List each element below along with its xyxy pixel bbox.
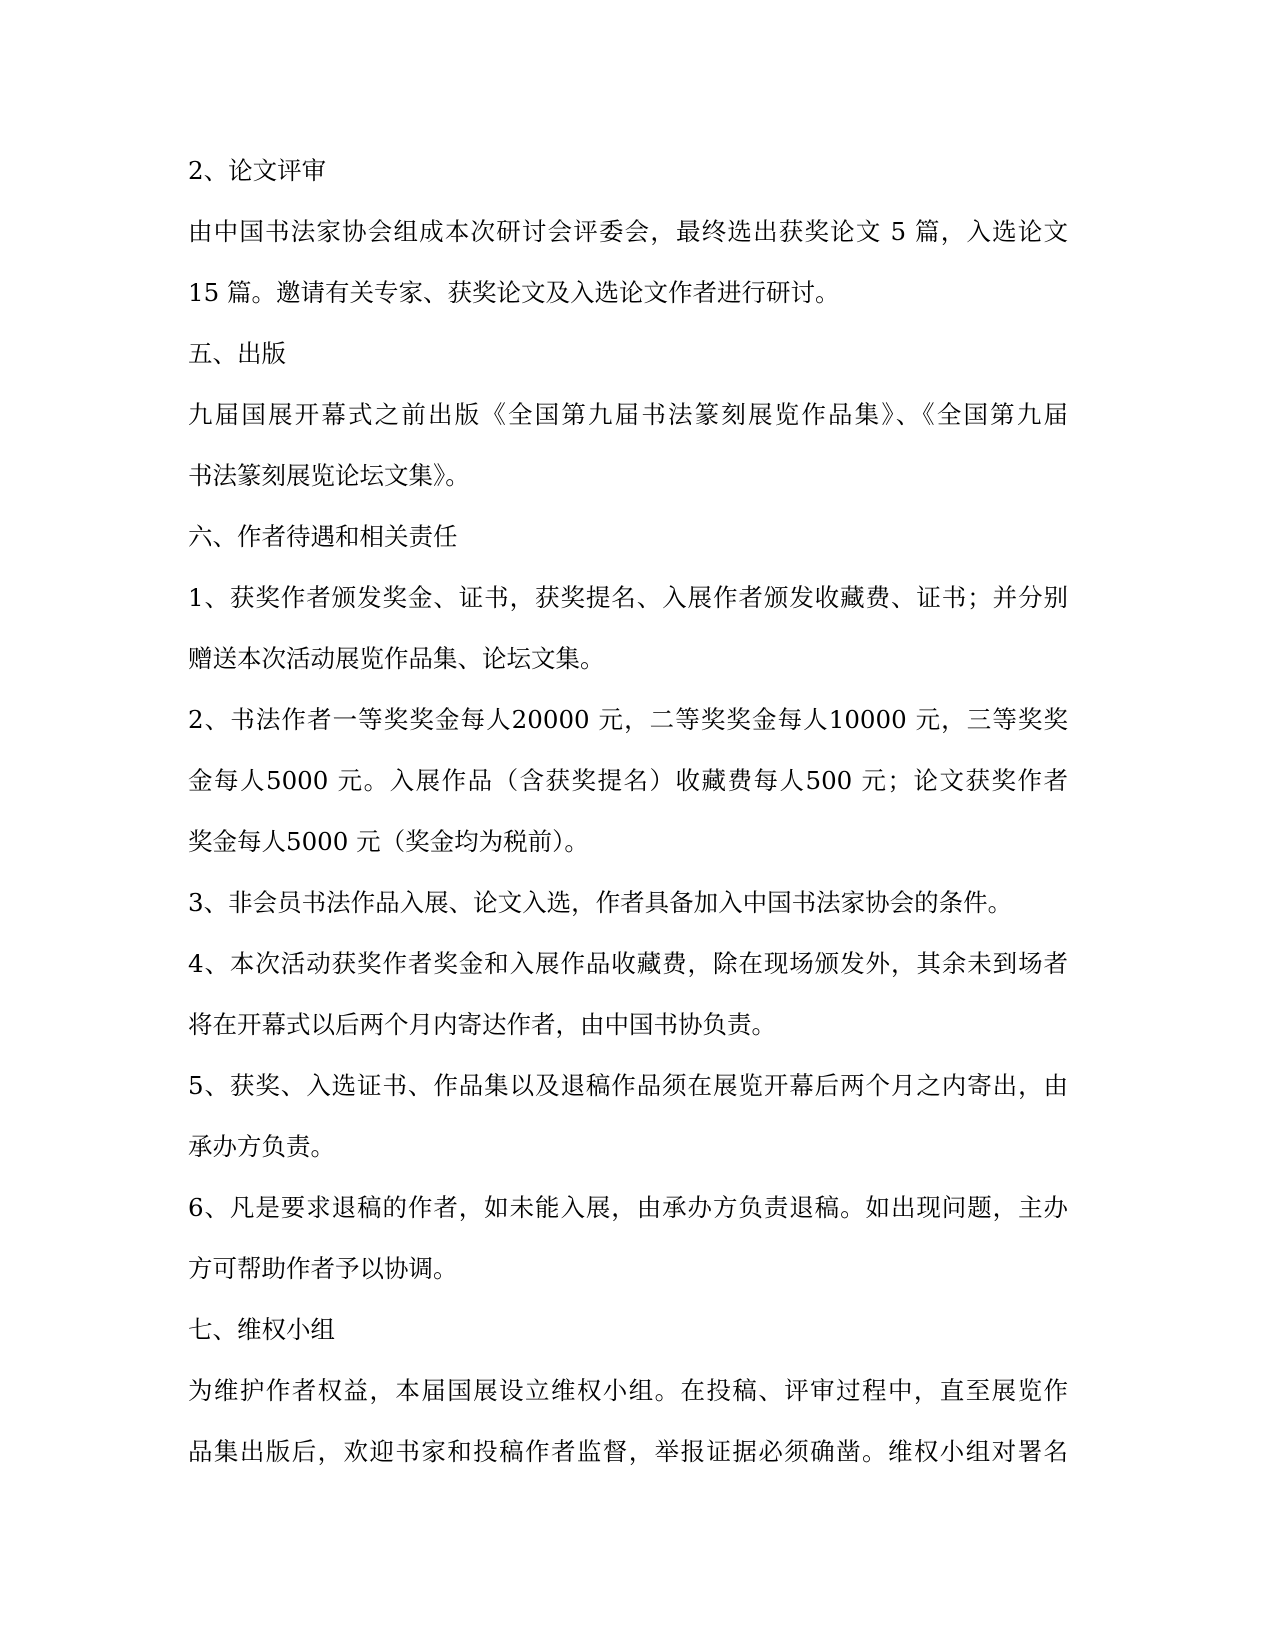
text-line: 九届国展开幕式之前出版《全国第九届书法篆刻展览作品集》、《全国第九届 [188,400,1068,429]
text-line: 6、凡是要求退稿的作者，如未能入展，由承办方负责退稿。如出现问题，主办 [188,1193,1068,1222]
text-line: 品集出版后，欢迎书家和投稿作者监督，举报证据必须确凿。维权小组对署名 [188,1437,1068,1466]
text-line: 七、维权小组 [188,1315,335,1344]
text-line: 赠送本次活动展览作品集、论坛文集。 [188,644,605,673]
text-line: 书法篆刻展览论坛文集》。 [188,461,470,490]
text-line: 六、作者待遇和相关责任 [188,522,458,551]
text-line: 为维护作者权益，本届国展设立维权小组。在投稿、评审过程中，直至展览作 [188,1376,1068,1405]
text-line: 2、书法作者一等奖奖金每人20000 元，二等奖奖金每人10000 元，三等奖奖 [188,705,1068,734]
text-line: 金每人5000 元。入展作品（含获奖提名）收藏费每人500 元；论文获奖作者 [188,766,1068,795]
text-line: 15 篇。邀请有关专家、获奖论文及入选论文作者进行研讨。 [188,278,840,307]
text-line: 4、本次活动获奖作者奖金和入展作品收藏费，除在现场颁发外，其余未到场者 [188,949,1068,978]
text-line: 方可帮助作者予以协调。 [188,1254,458,1283]
document-body [188,140,1068,1482]
text-line: 承办方负责。 [188,1132,335,1161]
text-line: 1、获奖作者颁发奖金、证书，获奖提名、入展作者颁发收藏费、证书；并分别 [188,583,1068,612]
text-line: 2、论文评审 [188,156,327,185]
text-line: 5、获奖、入选证书、作品集以及退稿作品须在展览开幕后两个月之内寄出，由 [188,1071,1068,1100]
text-line: 奖金每人5000 元（奖金均为税前）。 [188,827,589,856]
text-line: 由中国书法家协会组成本次研讨会评委会，最终选出获奖论文 5 篇，入选论文 [188,217,1068,246]
text-line: 五、出版 [188,339,286,368]
text-line: 3、非会员书法作品入展、论文入选，作者具备加入中国书法家协会的条件。 [188,888,1013,917]
text-line: 将在开幕式以后两个月内寄达作者，由中国书协负责。 [188,1010,776,1039]
